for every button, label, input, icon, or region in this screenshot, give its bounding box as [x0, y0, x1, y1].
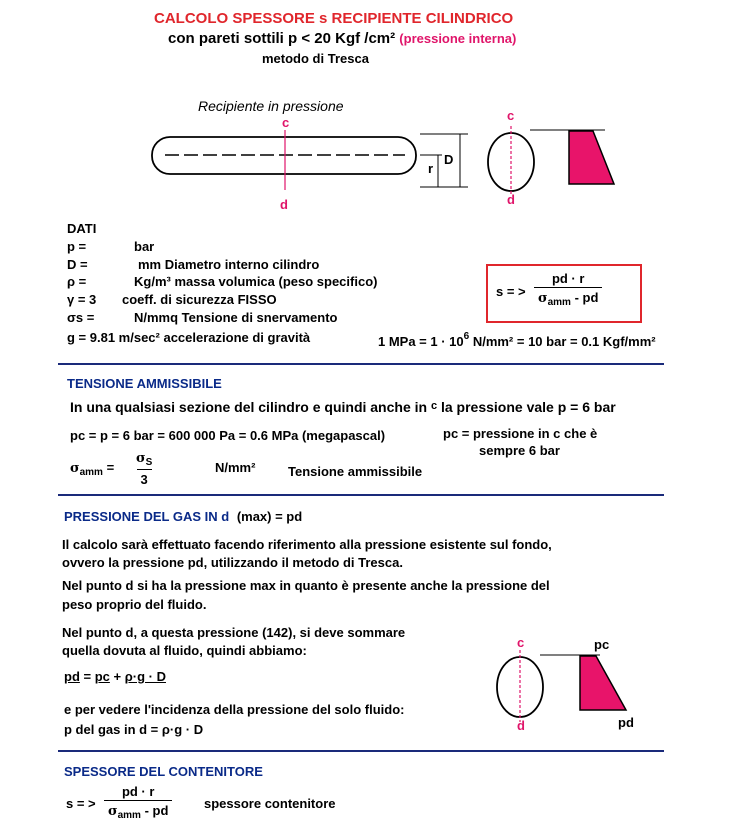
dati-gravity: g = 9.81 m/sec² accelerazione di gravità: [67, 330, 311, 345]
spessore-numerator: pd · r: [121, 784, 155, 799]
spessore-denominator: $\sigma_{amm}$ - pd: [104, 800, 172, 821]
diagram-2-pd-label: pd: [618, 715, 634, 730]
unit-conversion: 1 MPa = $1 \cdot 10^6$ N/mm² = 10 bar = 0.1 Kgf/mm²: [378, 331, 656, 349]
method-label: metodo di Tresca: [262, 51, 369, 66]
point-d-label: d: [280, 197, 288, 212]
pressione-p3-line1: Nel punto d, a questa pressione (142), si deve sommare: [62, 625, 406, 640]
subtitle-main: con pareti sottili p < 20 Kgf /cm²: [168, 30, 396, 47]
page-title: CALCOLO SPESSORE s RECIPIENTE CILINDRICO: [154, 10, 514, 27]
subtitle-note: (pressione interna): [399, 31, 517, 46]
pressione-p1-line1: Il calcolo sarà effettuato facendo riferimento alla pressione esistente sul fondo,: [62, 537, 552, 552]
spessore-label: spessore contenitore: [204, 796, 336, 811]
pc-line: pc = p = 6 bar = 600 000 Pa = 0.6 MPa (megapascal): [70, 428, 386, 443]
formula-box-denominator: $\sigma_{amm}$ - pd: [534, 287, 602, 308]
dati-row-sigma-text: N/mmq Tensione di snervamento: [134, 310, 338, 325]
pressione-p4-line1: e per vedere l'incidenza della pressione del solo fluido:: [64, 702, 405, 717]
dim-r-label: r: [428, 161, 434, 176]
dati-row-p: p =: [67, 239, 87, 254]
dati-row-gamma: γ = 3: [67, 292, 97, 307]
dati-row-D-text: mm Diametro interno cilindro: [138, 257, 320, 272]
dati-row-rho-text: Kg/m³ massa volumica (peso specifico): [134, 274, 378, 289]
pd-equation: pd = pc + ρ·g · D: [64, 669, 166, 684]
dati-row-p-text: bar: [134, 239, 155, 254]
spessore-fraction: [104, 784, 172, 821]
diagram-2-pc-label: pc: [594, 637, 610, 652]
spessore-heading: SPESSORE DEL CONTENITORE: [64, 764, 263, 779]
diagram-2-c-label: c: [517, 635, 525, 650]
pressione-p3-line2: quella dovuta al fluido, quindi abbiamo:: [62, 643, 307, 658]
pressione-p4-line2: p del gas in d = ρ·g · D: [64, 722, 204, 737]
pressione-p2-line2: peso proprio del fluido.: [62, 597, 207, 612]
point-c-label: c: [282, 115, 290, 130]
tensione-heading: TENSIONE AMMISSIBILE: [67, 376, 222, 391]
tensione-line1: In una qualsiasi sezione del cilindro e quindi anche in $^c$ la pressione vale p = 6 bar: [70, 399, 616, 415]
dati-heading: DATI: [67, 221, 97, 236]
dati-row-rho: ρ =: [67, 274, 87, 289]
pressione-heading: PRESSIONE DEL GAS IN d (max) = pd: [64, 509, 303, 524]
pressure-distribution-2: [580, 656, 626, 710]
formula-box-numerator: pd · r: [551, 271, 585, 286]
section-c-label: c: [507, 108, 515, 123]
pc-note-1: pc = pressione in c che è: [443, 426, 598, 441]
pressione-p2-line1: Nel punto d si ha la pressione max in quanto è presente anche la pressione del: [62, 578, 550, 593]
diagram-2-d-label: d: [517, 718, 525, 733]
dati-row-sigma: σs =: [67, 310, 95, 325]
dati-row-D: D =: [67, 257, 88, 272]
spessore-lhs: s = >: [66, 796, 96, 811]
sigma-amm-unit: N/mm²: [215, 460, 256, 475]
diagram-caption: Recipiente in pressione: [198, 98, 344, 114]
dati-row-gamma-text: coeff. di sicurezza FISSO: [122, 292, 277, 307]
section-d-label: d: [507, 192, 515, 207]
sigma-amm-numerator: $\sigma_S$: [136, 451, 153, 468]
formula-box-lhs: s = >: [496, 284, 526, 299]
pressione-p1-line2: ovvero la pressione pd, utilizzando il metodo di Tresca.: [62, 555, 403, 570]
pc-note-2: sempre 6 bar: [479, 443, 560, 458]
dim-D-label: D: [444, 152, 454, 167]
divider-3: [58, 750, 664, 752]
sigma-amm-lhs: $\sigma_{amm}$ =: [70, 460, 115, 478]
sigma-amm-label: Tensione ammissibile: [288, 464, 423, 479]
sigma-amm-denominator: 3: [137, 469, 152, 487]
